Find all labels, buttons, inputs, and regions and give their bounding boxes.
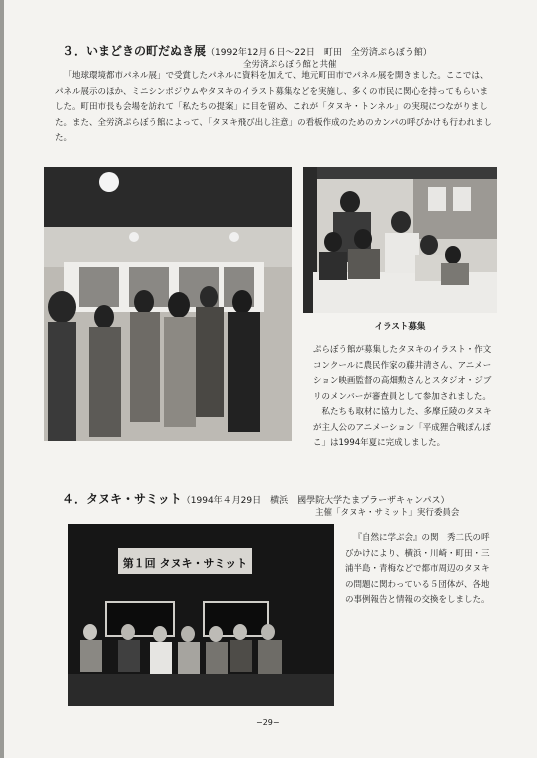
section4-heading bbox=[62, 490, 450, 507]
illustration-photo-image bbox=[303, 167, 497, 313]
section3-meta: （1992年12月６日〜22日 町田 全労済ぷらぼう館） bbox=[206, 48, 432, 58]
exhibition-photo-image bbox=[44, 167, 292, 441]
page-edge bbox=[0, 0, 4, 758]
exhibition-photo bbox=[44, 167, 292, 441]
illustration-paragraph-2: 私たちも取材に協力した、多摩丘陵のタヌキが主人公のアニメーション「平成狸合戦ぽんぽこ」は1994年夏に完成しました。 bbox=[313, 407, 492, 448]
summit-banner-text: 第１回 タヌキ・サミット bbox=[122, 557, 248, 570]
section4-sponsor: 主催「タヌキ・サミット」実行委員会 bbox=[315, 508, 460, 518]
section4-body bbox=[345, 531, 495, 609]
summit-photo bbox=[68, 524, 334, 706]
section3-heading bbox=[62, 42, 432, 59]
section3-paragraph: 「地球環境都市パネル展」で受賞したパネルに資料を加えて、地元町田市でパネル展を開きました。ここでは、パネル展示のほか、ミニシンポジウムやタヌキのイラスト募集などを実施し、多くの市民に関心を持ってもらいました。町田市長も会場を訪れて「私たちの提案」に目を留め、これが「タヌキ・トンネル」の実現につながりました。また、全労済ぷらぼう館によって、「タヌキ飛び出し注意」の看板作成のためのカンパの呼びかけも行われました。 bbox=[55, 71, 492, 143]
section4-meta: （1994年４月29日 横浜 國學院大学たまプラーザキャンパス） bbox=[181, 496, 450, 506]
page-number: −29− bbox=[256, 718, 280, 727]
section3-title: ３．いまどきの町だぬき展 bbox=[62, 44, 207, 58]
illustration-body bbox=[313, 343, 497, 452]
illustration-caption: イラスト募集 bbox=[374, 322, 426, 332]
section4-title: ４．タヌキ・サミット bbox=[62, 492, 182, 506]
summit-photo-image bbox=[68, 524, 334, 706]
illustration-paragraph-1: ぷらぼう館が募集したタヌキのイラスト・作文コンクールに農民作家の藤井清さん、アニメーション映画監督の高畑勲さんとスタジオ・ジブリのメンバーが審査員として参加されました。 bbox=[313, 345, 492, 402]
section3-body bbox=[55, 69, 496, 147]
illustration-photo bbox=[303, 167, 497, 313]
section4-paragraph: 『自然に学ぶ会』の関 秀二氏の呼びかけにより、横浜・川崎・町田・三浦半島・青梅などで都市周辺のタヌキの問題に関わっている５団体が、各地の事例報告と情報の交換をしました。 bbox=[345, 533, 490, 605]
section3-sponsor: 全労済ぷらぼう館と共催 bbox=[243, 60, 337, 70]
